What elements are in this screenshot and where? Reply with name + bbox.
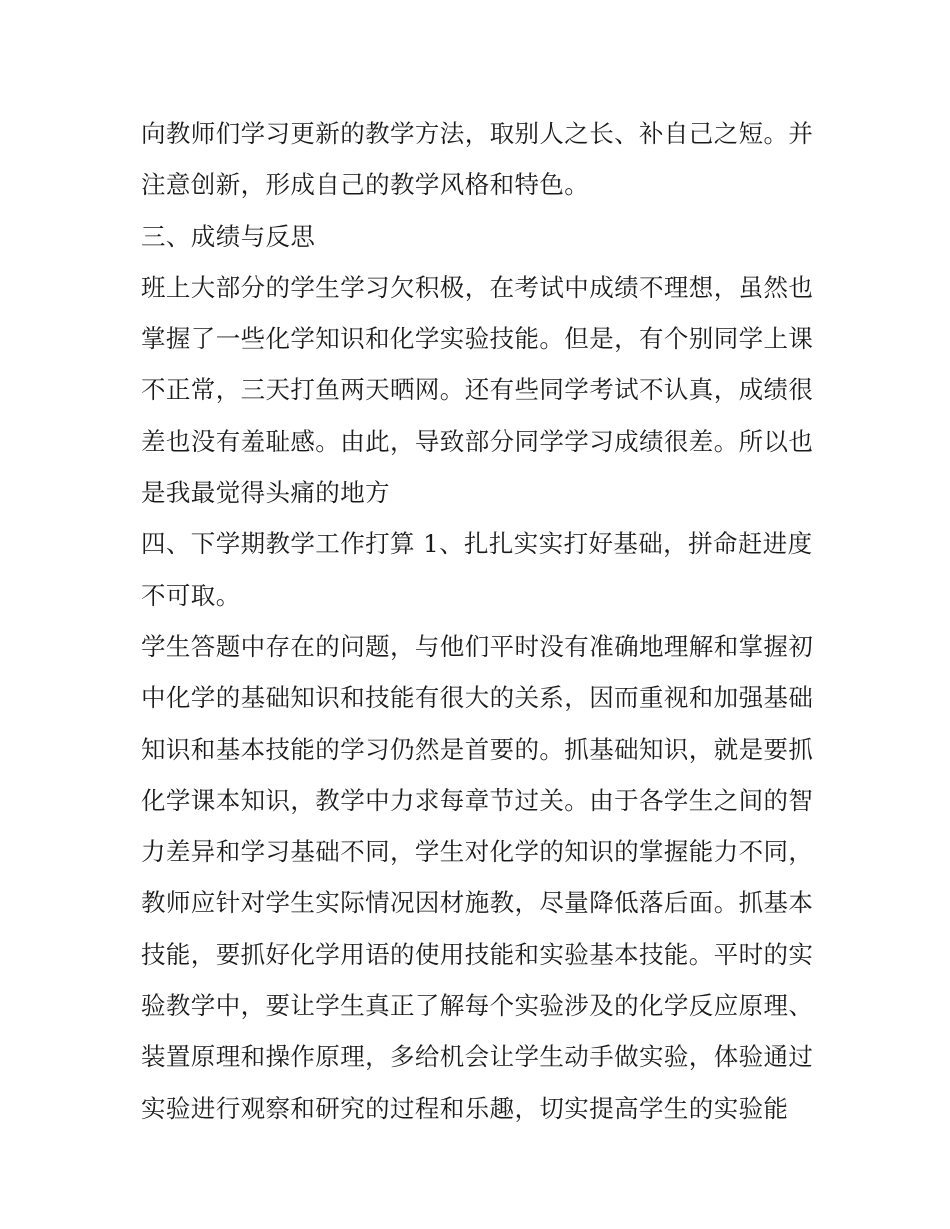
text-line-1: 向教师们学习更新的教学方法，取别人之长、补自己之短。并	[141, 119, 814, 148]
text-line-14: 化学课本知识，教学中力求每章节过关。由于各学生之间的智	[141, 785, 814, 815]
text-line-15: 力差异和学习基础不同，学生对化学的知识的掌握能力不同，	[141, 837, 814, 867]
document-body	[141, 108, 821, 1134]
section-heading-3: 三、成绩与反思	[141, 221, 316, 251]
text-line-16: 教师应针对学生实际情况因材施教，尽量降低落后面。抓基本	[141, 888, 814, 918]
text-line-19: 装置原理和操作原理，多给机会让学生动手做实验，体验通过	[141, 1042, 814, 1072]
text-line-2: 注意创新，形成自己的教学风格和特色。	[141, 170, 590, 200]
text-line-7: 差也没有羞耻感。由此，导致部分同学学习成绩很差。所以也	[141, 426, 814, 456]
text-line-13: 知识和基本技能的学习仍然是首要的。抓基础知识，就是要抓	[141, 734, 814, 764]
text-line-6: 不正常，三天打鱼两天晒网。还有些同学考试不认真，成绩很	[141, 375, 814, 405]
text-line-12: 中化学的基础知识和技能有很大的关系，因而重视和加强基础	[141, 683, 814, 713]
text-line-18: 验教学中，要让学生真正了解每个实验涉及的化学反应原理、	[141, 991, 814, 1021]
section-heading-4: 四、下学期教学工作打算 1、扎扎实实打好基础，拼命赶进度	[141, 529, 813, 559]
text-line-5: 掌握了一些化学知识和化学实验技能。但是，有个别同学上课	[141, 324, 814, 354]
text-line-10: 不可取。	[141, 580, 241, 610]
text-line-4: 班上大部分的学生学习欠积极，在考试中成绩不理想，虽然也	[141, 272, 814, 302]
text-line-8: 是我最觉得头痛的地方	[141, 478, 390, 508]
text-line-17: 技能，要抓好化学用语的使用技能和实验基本技能。平时的实	[141, 939, 814, 969]
text-line-20: 实验进行观察和研究的过程和乐趣，切实提高学生的实验能	[141, 1093, 789, 1123]
text-line-11: 学生答题中存在的问题，与他们平时没有准确地理解和掌握初	[141, 631, 814, 661]
